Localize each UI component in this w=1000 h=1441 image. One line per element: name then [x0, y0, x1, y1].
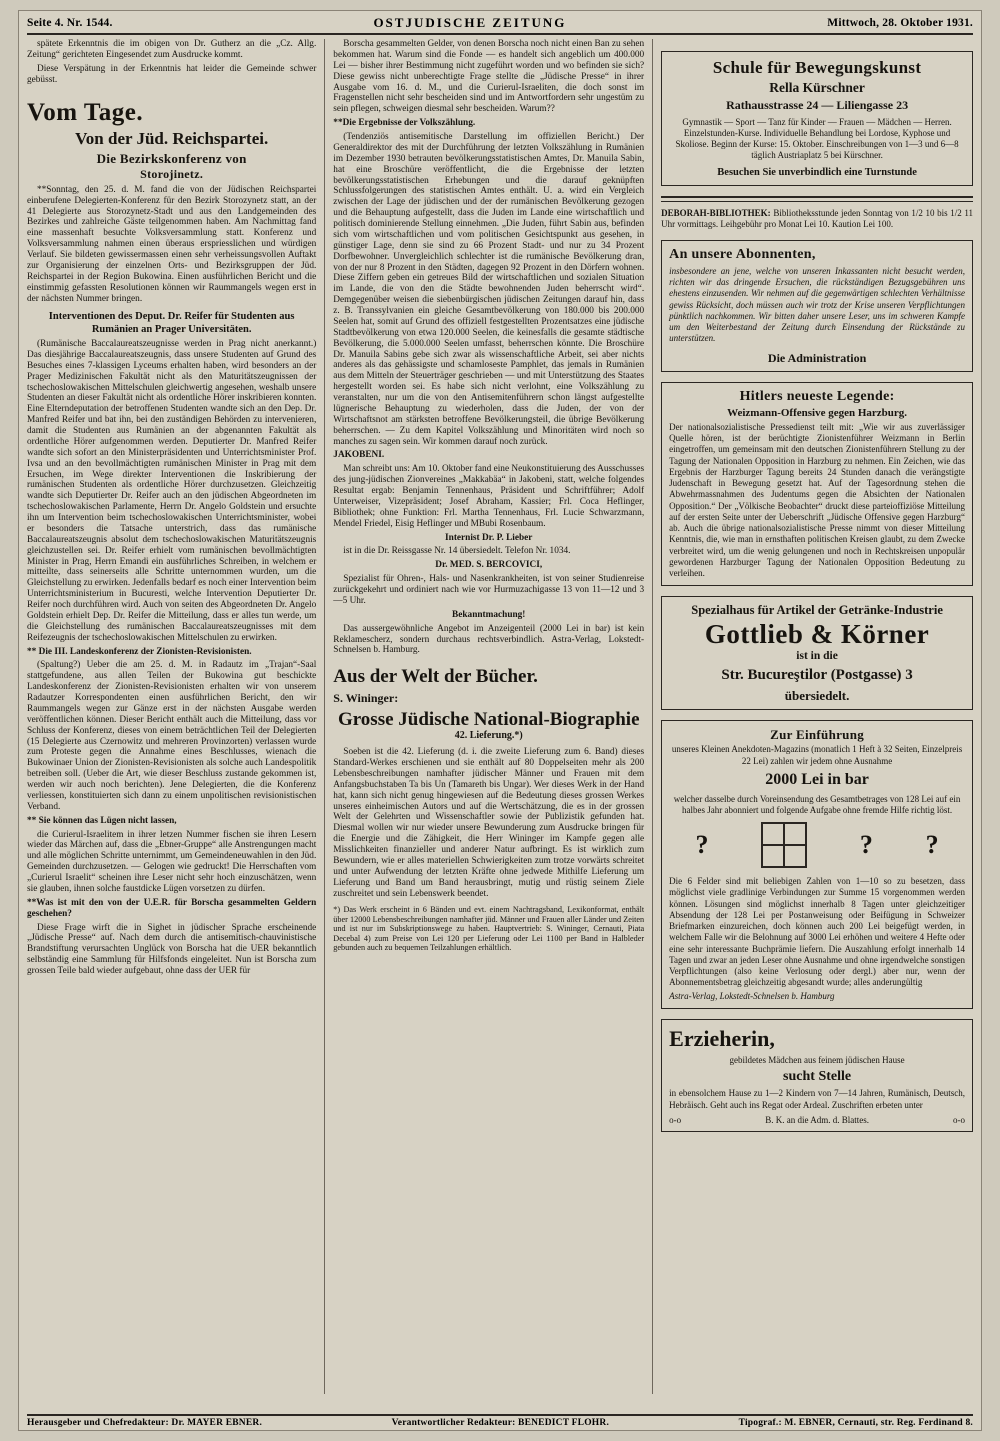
issue-date: Mittwoch, 28. Oktober 1931.	[827, 17, 973, 29]
ad-puzzle-figure	[669, 822, 965, 868]
ad-title: Erzieherin,	[669, 1025, 775, 1051]
ad-erzieherin[interactable]	[661, 1019, 973, 1132]
masthead	[27, 15, 973, 35]
footer-publisher: Herausgeber und Chefredakteur: Dr. MAYER EBNER.	[27, 1418, 263, 1428]
ad-prize: 2000 Lei in bar	[765, 770, 869, 788]
ad-conditions: welcher dasselbe durch Voreinsendung des Gesamtbetrages von 128 Lei auf ein halbes Jahr abonniert und folgende Aufgabe ohne fremde Hilfe richtig löst.	[673, 793, 961, 815]
column-3-ads	[653, 39, 973, 1394]
article-continuation-p2: Diese Verspätung in der Erkenntnis hat leider die Gemeinde schwer gebüsst.	[27, 63, 317, 85]
ad-address: Rathausstrasse 24 — Liliengasse 23	[726, 97, 909, 112]
footer-printer: Tipograf.: M. EBNER, Cernauti, str. Reg. Ferdinand 8.	[738, 1418, 973, 1428]
ad-body: Die 6 Felder sind mit beliebigen Zahlen von 1—10 so zu besetzen, dass möglichst viele gradlinige Verbindungen zur Summe 15 vorgenommen werden können. Lösungen sind möglichst innerhalb 8 Tagen unter gleichzeitiger Absendung der 128 Lei per Postanweisung oder Beifügung in Schweizer Briefmarken einzureichen, doch können auch 200 Lei beigefügt werden, in welchem Falle wir die Belohnung auf 3000 Lei erhöhen und weitere 4 Hefte oder eine sehr interessante Buchprämie liefern. Die Auszahlung erfolgt innerhalb 14 Tagen und zwar an jeden Leser ohne Ausnahme und ohne irgendwelche sonstigen Verpflichtungen (also keine Verlosung oder dergl.) aber nur, wenn der Abonnementsbetrag gleichzeitig abgesandt wurde; alles anderungültig	[669, 876, 965, 988]
question-mark-icon: ?	[695, 829, 709, 859]
heading-interventionen: Interventionen des Deput. Dr. Reifer für Studenten aus Rumänien an Prager Universitäten.	[48, 311, 295, 335]
ad-lead: gebildetes Mädchen aus feinem jüdischen Hause	[729, 1054, 905, 1065]
ad-schule-bewegungskunst[interactable]	[661, 51, 973, 186]
article-uer-borscha-body: Diese Frage wirft die in Sighet in jüdischer Sprache erscheinende „Jüdische Presse“ auf. Nach dem durch die antisemitisch-chauvinistische Brandstiftung verursachten Unglück von Borscha hat die UER bekanntlich selbständig eine Sammlung für Hilfsfonds eingeleitet. Nun ist Borscha zum grossen Teile bald wieder aufgebaut, ohne dass der UER für	[27, 922, 317, 977]
ad-contact: B. K. an die Adm. d. Blattes.	[765, 1114, 869, 1125]
ad-body: insbesondere an jene, welche von unseren Inkassanten nicht besucht werden, richten wir das dringende Ersuchen, die rückständigen Bezugsgebühren uns ehestens einzusenden. Wir nehmen auf die gegenwärtigen schlechten Verhältnisse gewiss Rücksicht, doch müssen auch wir trotz der Krise unseren Verpflichtungen pünktlich nachkommen. Wir bitten daher unsere Leser, uns im schweren Kampfe um den Weiterbestand der Zeitung durch Einsendung der Rückstände zu unterstützen.	[669, 265, 965, 344]
ad-subtitle: Weizmann-Offensive gegen Harzburg.	[727, 407, 908, 419]
question-mark-icon: ?	[925, 829, 939, 859]
ad-title: An unsere Abonnenten,	[669, 247, 816, 263]
ad-hitlers-legende[interactable]	[661, 382, 973, 587]
article-landeskonferenz-body: (Spaltung?) Ueber die am 25. d. M. in Radautz im „Trajan“-Saal stattgefundene, aus allen Teilen der Bukowina gut beschickte Landeskonferenz der Zionisten-Revisionisten erhalten wir von unserem Radautzer Korrespondenten einen ausführlichen Bericht, den wir Raummangels wegen zur Gänze erst in der nächsten Ausgabe werden veröffentlichen können. Dieser Bericht enthält auch die Mitteilung, dass vor Schluss der Konferenz, dieses von einem beträchtlichen Teil der Delegierten (15 Delegierte aus Czernowitz und mehreren Provinzorten) verlassen wurde zum Proteste gegen die Annahme eines Beschlusses, wienach die Bukowinaer Union der Zionisten-Revisionisten als solche auch Landespolitik betreiben soll. (Ueber die Art, wie dieser Beschluss zustande gekommen ist, werden wir auch noch berichten). Jene Delegierten, die die Konferenz verliessen, konstituierten sich dann zu einem unpolitischen revisionistischen Verband.	[27, 660, 317, 812]
article-volkszaehlung-body: (Tendenziös antisemitische Darstellung im offiziellen Bericht.) Der Generaldirektor des mit der Durchführung der letzten Volkszählung in Rumänien im Dezember 1930 betrauten bevölkerungsstatistischen Amtes, Dr. Manuila Sabin, hat eine Broschüre veröffentlicht, die die Ergebnisse der letzten bevölkerungsstatistischen Erhebungen und die darauf geknüpften Schlussfolgerungen des statistischen Amtes enthält. U. a. wird ein Vergleich zwischen der Lage der jüdischen und der der rumänischen Bevölkerung gezogen und die Behauptung aufgestellt, dass die Juden im Lande eine wirtschaftlich und politisch dominierende Stellung einnehmen. „Die Juden, führt Sabin aus, befinden sich vom wirtschaftlichen und vom politischen Gesichtspunkt aus gesehen, in günstiger Lage, denn sie sind zu 66 Prozent Stadt- und nur zu 34 Prozent Dorfbewohner. Unvergleichlich schlechter ist die rumänische Bevölkerung dran, von der nur 8 Prozent in den Städten, dagegen 92 Prozent in den Dörfern wohnen. Diese Ziffern geben ein getreues Bild der wirtschaftlichen und sozialen Situation im Lande, die von den die Städte bewohnenden Juden beherrscht wird“. Demgegenüber weisen die siebenbürgischen jüdischen Zeitungen darauf hin, dass z. B. Transsylvanien ein gleiche Gesamtbevölkerung von 180.000 bis 200.000 Seelen hat, somit auf Grund des offiziell festgestellten Prozentsatzes eine jüdische Stadtbevölkerung von etwa 120.000 Seelen, die keinesfalls die gesamte städtische Bevölkerung, die 5.000.000 Seelen umfasst, beherrschen könnte. Die Broschüre Dr. Manuila Sabins gebe sich zwar als wissenschaftliche Arbeit, sei aber nichts anderes als das gehässigste und schamloseste Pamphlet, das jemals in Rumänien aus dem Mitteln der Steuerträger geschrieben — und mit Unterstützung des Staates hergestellt worden sei. Es habe sich nicht verlohnt, eine Volkszählung zu veranstalten, nur um die von den Antisemitenführern schon längst aufgestellte lügnerische Behauptung zu wiederholen, dass die Juden, der von der Wirtschaftsnot am stärksten betroffene Bevölkerungsteil, die übrige Bevölkerung beherrschen. — Zu dem Kapitel Volkszählung und Minoritäten wird noch so manches zu sagen sein. Wir kommen darauf noch zurück.	[333, 132, 645, 447]
ad-astra-verlag[interactable]	[661, 720, 973, 1009]
ad-person: Rella Kürschner	[769, 79, 865, 95]
notice-bekanntmachung-body: Das aussergewöhnliche Angebot im Anzeigenteil (2000 Lei in bar) ist kein Reklamescherz, sondern durchaus rechtsverbindlich. Astra-Verlag, Lokstedt-Schnelsen b. Hamburg.	[333, 623, 645, 656]
ad-title: Hitlers neueste Legende:	[739, 388, 895, 404]
notice-bekanntmachung-title: Bekanntmachung!	[452, 609, 526, 620]
book-title: Grosse Jüdische National-Biographie	[337, 708, 640, 730]
column-1	[27, 39, 325, 1394]
ad-publisher: Astra-Verlag, Lokstedt-Schnelsen b. Hamburg	[669, 990, 835, 1001]
ad-body: Der nationalsozialistische Pressedienst teilt mit: „Wie wir aus zuverlässiger Quelle hören, ist der berüchtigte Zionistenführer Weizmann in Berlin eingetroffen, um gemeinsam mit den deutschen Zionistenführern Stellung zu der Tagung der Nationalen Opposition in Harzburg zu nehmen. Ein Zeichen, wie das Ergebnis der Harzburger Tagung bereits 24 Stunden danach die verängstigte Judenschaft in Bewegung gesetzt hat. Auf der Tagesordnung stehen die Abwehrmassnahmen des Judentums gegen die Absichten der Nationalen Opposition.“ Der „Völkische Beobachter“ druckt diese parteioffiziöse Mitteilung auf der ersten Seite unter der Ueberschrift „Jüdische Offensive gegen Harzburg“ ab. Auch die übrige nationalsozialistische Presse nimmt von dieser Mitteilung Kenntnis, die, wie man in ernsthaften politischen Kreisen glaubt, zu dem Zwecke verbreitet wird, um die wenig gelungenen und noch in Rechtskreisen unpopulär gewordenen Harzburger Tagung der Nationalen Opposition Bedeutung zu verleihen.	[669, 421, 965, 579]
ad-gottlieb-koerner[interactable]	[661, 596, 973, 710]
ad-body: Bibliotheksstunde jeden Sonntag von 1/2 10 bis 1/2 11 Uhr vormittags. Leihgebühr pro Monat Lei 10. Kaution Lei 100.	[661, 207, 974, 230]
columns-container	[27, 39, 973, 1394]
book-review-body: Soeben ist die 42. Lieferung (d. i. die zweite Lieferung zum 6. Band) dieses Standard-Werkes erschienen und sie enthält auf 80 Doppelseiten mehr als 200 Lebensbeschreibungen namhafter jüdischer Männer und Frauen mit dem Anfangsbuchstaben Ta bis Un (Tamareth bis Ungar). Wer dieses Werk in der Hand hat, kann sich nicht genug hingewiesen auf die Bedeutung dieses grossen Werkes unseres einheimischen Autors und auf die Wertschätzung, die es in der grossen Welt der Gelehrten und Wissenschaftler sowie der Publizistik gefunden hat. Diesmal wollen wir nur wieder unsere Bewunderung zum Ausdrucke bringen für die Energie und die Zähigkeit, die Herr Wininger im Kampfe gegen alle Misslichkeiten finanzieller und anderer Natur aufbringt. Es ist wirklich zum Bewundern, wie er alles materiellen Schwierigkeiten zum trotze vorwärts schreitet und unter Aufwendung der letzten Kräfte ohne jedwede Mithilfe Lieferung um Lieferung und Band um Band herausbringt, mutig und rüstig seinem Ziele zuschreitet und sein Lebenswerk beendet.	[333, 747, 645, 899]
article-jakobeni-body: Man schreibt uns: Am 10. Oktober fand eine Neukonstituierung des Ausschusses des jung-jüdischen Zionvereines „Makkabäa“ in Jakobeni, statt, welche folgendes Resultat ergab: Benjamin Tennenhaus, Präsident und Schriftführer; Adolf Unterweiser, Vizepräsident; Josef Abraham, Kassier; Frl. Coca Heflinger, Bibliothek; ohne Funktion: Frl. Martha Tennenhaus, Frl. Lucie Schwarzmann, Mendel Friedel, Eisig Heflinger und MBubi Rosenbaum.	[333, 464, 645, 529]
heading-landeskonferenz: ** Die III. Landeskonferenz der Zionisten-Revisionisten.	[27, 646, 252, 657]
article-interventionen-body: (Rumänische Baccalaureatszeugnisse werden in Prag nicht anerkannt.) Das diesjährige Baccalaureatszeugnis, dass unsere Studenten auf Grund des Besuches eines 7-klassigen Lyceums erhalten haben, wird besonders an der Prager Medizinischen Fakultät nicht als den Maturitätszeugnissen der tschechoslowakischen Mittelschulen gleichwertig angesehen, weshalb unsere Studenten an dieser Fakultät nicht als ordentliche Hörer inskribieren konnten. Eine Elterndeputation der betroffenen Studenten wandte sich an den Dep. Dr. Manfred Reifer und bat ihn, bei den zuständigen Behörden zu intervenieren, damit die Studenten aus Rumänien an der abgenannten Fakultät als ordentliche Hörer aufgenommen werden. Deputierter Dr. Manfred Reifer wandte sich sofort an den Ministerpräsidenten und Unterrichtsminister Prof. Ivsa und an den bevollmächtigten rumänischen Minister in Prag mit dem Ersuchen, im Wege direkter Interventionen die Inskribierung der rumänischen Studenten als ordentliche Hörer durchzusetzen. Gleichzeitig wandte sich Deputierter Dr. Reifer auch an den jüdischen Abgeordneten im tschechoslowakischen Parlamente, Herrn Dr. Angelo Goldstein und ersuchte ihn um Intervention beim tschechoslowakischen Unterrichtsminister, wobei er besonders die Tatsache unterstrich, dass das rumänische Baccalaureatszeugnis absolut dem tschechoslowakischen Maturitätszeugnis gleichzustellen sei. Dr. Reifer erhielt vom rumänischen bevollmächtigten Minister in Prag, Herrn Emandi ein ausführliches Schreiben, in welchem er mitteilte, dass seinerseits alle Schritte unternommen wurden, um die Gleichstellung zu erwirken. Jedenfalls bedarf es noch einer Intervention beim Unterrichtsministerium in Bucuresti, welche Intervention Deputierter Dr. Reifer noch durchführen wird. Auch von seiten des Abgeordneten Dr. Angelo Goldstein erhielt Dep. Dr. Reifer die Mitteilung, dass er alles tun werde, um die Gleichstellung des rumänischen Baccalaureatszeugnisses mit dem Reifezeugnis der tschechoslowakischen Mittelschulen zu erwirken.	[27, 339, 317, 643]
page-sheet	[18, 10, 982, 1431]
notice-dr-lieber-title: Internist Dr. P. Lieber	[445, 532, 533, 543]
ad-footer: übersiedelt.	[784, 688, 850, 704]
subheading-bezirkskonferenz: Die Bezirkskonferenz von	[96, 150, 247, 166]
ad-title: DEBORAH-BIBLIOTHEK:	[661, 207, 771, 218]
page-footer	[27, 1414, 973, 1428]
footer-editor: Verantwortlicher Redakteur: BENEDICT FLOHR.	[391, 1418, 610, 1428]
subheading-storojinetz: Storojinetz.	[140, 166, 204, 181]
notice-dr-bercovici-body: Spezialist für Ohren-, Hals- und Nasenkrankheiten, ist von seiner Studienreise zurückgekehrt und ordiniert nach wie vor Hurmuzachigasse 13 von 11—12 und 3—5 Uhr.	[333, 574, 645, 606]
puzzle-grid-icon	[761, 822, 807, 868]
ad-body: Gymnastik — Sport — Tanz für Kinder — Frauen — Mädchen — Herren. Einzelstunden-Kurse. Individuelle Behandlung bei Lordose, Kyphose und Skoliose. Beginn der Kurse: 15. Oktober. Einschreibungen von 1—3 und 6—8 täglich Austriaplatz 5 bei Kürschner.	[675, 116, 959, 161]
heading-luegen: ** Sie können das Lügen nicht lassen,	[27, 815, 177, 826]
ad-body: in ebensolchem Hause zu 1—2 Kindern von 7—14 Jahren, Rumänisch, Deutsch, Hebräisch. Geht auch ins Regat oder Ardeal. Zuschriften erbeten unter	[669, 1088, 965, 1110]
article-storojinetz-body: **Sonntag, den 25. d. M. fand die von der Jüdischen Reichspartei einberufene Delegierten-Konferenz für den Bezirk Storozynetz statt, an der 41 Delegierte aus Storozynetz-Stadt und aus den Landgemeinden des Bezirkes und zahlreiche Gäste teilgenommen haben. Am Nachmittag fand eine massenhaft besuchte Volksversammlung statt. Konferenz und Volksversammlung nahmen einen überaus erspriesslichen und würdigen Verlauf. Sie bildeten gewissermassen einen sehr verheissungsvollen Auftakt zur Organisierung der einzelnen Orts- und Bezirksgruppen der Jüd. Reichspartei in der Region Bukowina. Einen ausführlichen Bericht und die einstimmig gefassten Resolutionen können wir Raummangels wegen erst in der nächsten Nummer bringen.	[27, 184, 317, 304]
ad-title: Zur Einführung	[770, 727, 865, 743]
ad-mark-right: o-o	[953, 1114, 965, 1125]
section-heading-vom-tage: Vom Tage.	[27, 98, 144, 126]
page-number: Seite 4. Nr. 1544.	[27, 17, 113, 29]
ad-lead: unseres Kleinen Anekdoten-Magazins (monatlich 1 Heft à 32 Seiten, Einzelpreis 22 Lei) zahlen wir jedem ohne Ausnahme	[671, 744, 963, 766]
notice-dr-lieber-body: ist in die Dr. Reissgasse Nr. 14 übersiedelt. Telefon Nr. 1034.	[343, 546, 571, 557]
article-luegen-body: die Curierul-Israelitem in ihrer letzen Nummer fischen sie ihren Lesern wieder das Märchen auf, dass die „Ebner-Gruppe“ alle Anstrengungen macht und alle möglichen Schritte unternimmt, um Gemeindeneuwahlen in den Jüd. Gemeinden durchzusetzen. — Gelogen wie gedruckt! Die Herrschaften vom „Curierul Israelit“ scheinen ihre Leser nicht sehr hoch einzuschätzen, wenn sie glauben, ihnen solche faustdicke Lügen vorsetzen zu dürfen.	[27, 829, 317, 894]
heading-uer-borscha: **Was ist mit den von der U.E.R. für Borscha gesammelten Geldern geschehen?	[27, 897, 317, 919]
section-heading-buecher: Aus der Welt der Bücher.	[333, 666, 538, 688]
article-borscha-continued: Borscha gesammelten Gelder, von denen Borscha noch nicht einen Ban zu sehen bekommen hat. Warum sind die Fonde — es handelt sich angeblich um 400.000 Lei — bisher ihrer Bestimmung nicht zugeführt worden und wo befinden sie sich? Diese gewiss nicht unberechtigte Frage stellte die „Jüdische Presse“ in ihrer Ausgabe vom 16. d. M., und die Curierul-Israeliten, die doch sonst im Fragenstellen nicht sehr bescheiden sind und im Antwortfordern sehr ungestüm zu sein pflegen, schweigen diesmal sehr bescheiden. Warum??	[333, 39, 645, 115]
ad-subtitle: sucht Stelle	[783, 1068, 852, 1084]
author-wininger: S. Wininger:	[333, 691, 399, 706]
ad-an-unsere-abonnenten[interactable]	[661, 240, 973, 371]
ad-title: Schule für Bewegungskunst	[712, 58, 922, 77]
book-issue: 42. Lieferung.*)	[454, 730, 523, 742]
ad-signature: Die Administration	[767, 350, 867, 365]
article-continuation-p1: spätete Erkenntnis die im obigen von Dr. Gutherz an die „Cz. Allg. Zeitung“ gerichteten Eingesendet zum Ausdrucke kommt.	[27, 39, 317, 60]
ad-contact-row	[669, 1115, 965, 1126]
heading-volkszaehlung: **Die Ergebnisse der Volkszählung.	[333, 118, 476, 129]
newspaper-title: OSTJUDISCHE ZEITUNG	[373, 15, 567, 30]
notice-dr-bercovici-title: Dr. MED. S. BERCOVICI,	[435, 560, 543, 571]
ad-midline: ist in die	[796, 650, 838, 663]
subheading-reichspartei: Von der Jüd. Reichspartei.	[75, 128, 269, 148]
question-mark-icon: ?	[859, 829, 873, 859]
ad-deborah-bibliothek[interactable]	[661, 208, 973, 231]
ad-title: Spezialhaus für Artikel der Getränke-Industrie	[691, 603, 943, 618]
ad-address: Str. Bucureştilor (Postgasse) 3	[721, 666, 913, 683]
ad-mark-left: o-o	[669, 1114, 682, 1125]
column-2	[325, 39, 653, 1394]
decorative-rule	[661, 196, 973, 202]
book-review-footnote: *) Das Werk erscheint in 6 Bänden und evt. einem Nachtragsband, Lexikonformat, enthält über 12000 Lebensbeschreibungen namhafter jüd. Männer und Frauen aller Länder und Zeiten und ist nur im Subskriptionswege zu haben. Hauptvertrieb: S. Wininger, Cernauti, Piata Decebal 4) zum Preise von Lei 120 per Lieferung oder Lei 1100 per Band in Halbleder gebunden auch zu bequemen Teilzahlungen erhältlich.	[333, 905, 645, 953]
ad-company-name: Gottlieb & Körner	[704, 618, 930, 649]
ad-callout: Besuchen Sie unverbindlich eine Turnstunde	[717, 166, 917, 178]
heading-jakobeni: JAKOBENI.	[333, 450, 385, 461]
